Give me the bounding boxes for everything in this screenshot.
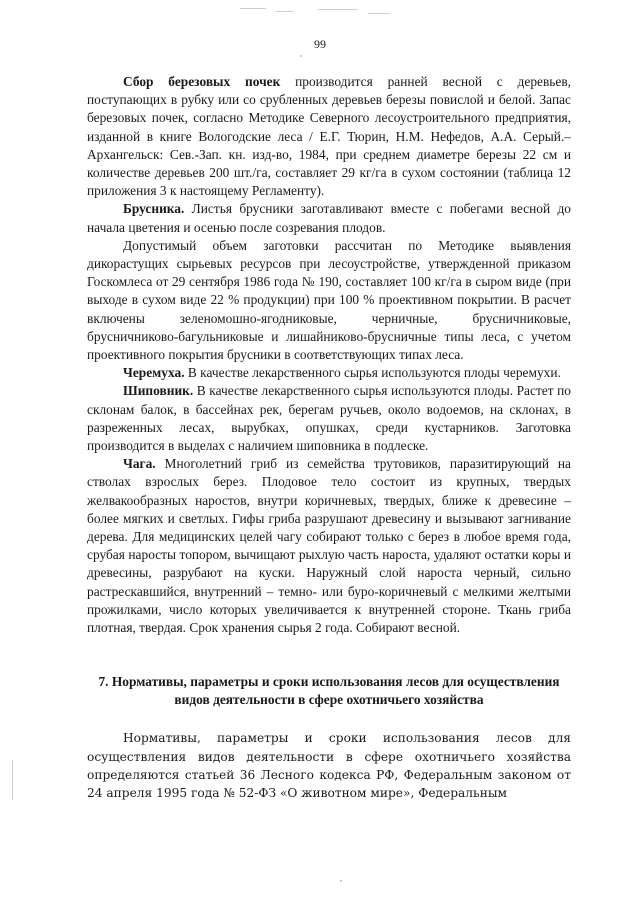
scan-artifact bbox=[240, 8, 266, 9]
paragraph-text: Многолетний гриб из семейства трутовиков, паразитирующий на стволах взрослых берез. Плодовое тело состоит из крупных, твердых желвакообразных наростов, внутри коричневых, твердых, ближе к древесине – более мягких и светлых. Гифы гриба разрушают древесину и вызывают загнивание дерева. Для медицинских целей чагу собирают только с берез в любое время года, срубая наросты топором, вычищают рыхлую часть нароста, удаляют остатки коры и древесины, разрубают на куски. Наружный слой нароста черный, сильно растрескавшийся, внутренний – темно- или буро-коричневый с мелкими желтыми прожилками, число которых увеличивается к внутренней стороне. Ткань гриба плотная, твердая. Срок хранения сырья 2 года. Собирают весной. bbox=[87, 456, 571, 636]
scan-artifact bbox=[368, 13, 390, 14]
page-content bbox=[87, 73, 571, 802]
paragraph-lead: Черемуха. bbox=[123, 365, 185, 381]
paragraph-chaga bbox=[87, 455, 571, 637]
section-heading: 7. Нормативы, параметры и сроки использования лесов для осуществления видов деятельности в сфере охотничьего хозяйства bbox=[98, 674, 560, 708]
paragraph-text: Листья брусники заготавливают вместе с побегами весной до начала цветения и осенью после созревания плодов. bbox=[87, 201, 571, 235]
paragraph-lead: Шиповник. bbox=[123, 383, 194, 399]
page-number: 99 bbox=[314, 37, 326, 51]
paragraph-text: В качестве лекарственного сырья используются плоды. Растет по склонам балок, в бассейнах рек, берегам ручьев, около водоемов, на склонах, в разреженных лесах, вырубках, опушках, среди кустарников. Заготовка производится в выделах с наличием шиповника в подлеске. bbox=[87, 383, 571, 454]
paragraph-text: В качестве лекарственного сырья используются плоды черемухи. bbox=[184, 365, 561, 381]
paragraph-bird-cherry bbox=[87, 364, 571, 382]
scan-artifact bbox=[300, 55, 302, 57]
scan-artifact bbox=[340, 880, 342, 882]
scan-artifact bbox=[12, 760, 13, 800]
paragraph-birch-buds bbox=[87, 73, 571, 200]
paragraph-lead: Чага. bbox=[123, 456, 156, 472]
paragraph-rosehip bbox=[87, 382, 571, 455]
scan-artifact bbox=[276, 11, 294, 12]
paragraph-lingonberry bbox=[87, 200, 571, 236]
paragraph-text: производится ранней весной с деревьев, поступающих в рубку или со срубленных деревьев березы повислой и белой. Запас березовых почек, согласно Методике Северного лесоустроительного предприятия, изданной в книге Вологодские леса / Е.Г. Тюрин, Н.М. Нефедов, А.А. Серый.– Архангельск: Сев.-Зап. кн. изд-во, 1984, при среднем диаметре березы 22 см и количестве деревьев 200 шт./га, составляет 29 кг/га в сухом состоянии (таблица 12 приложения 3 к настоящему Регламенту). bbox=[87, 74, 571, 199]
paragraph-text: Допустимый объем заготовки рассчитан по Методике выявления дикорастущих сырьевых ресурсов при лесоустройстве, утвержденной приказом Госкомлеса от 29 сентября 1986 года № 190, составляет 100 кг/га в сыром виде (при выходе в сухом виде 22 % продукции) при 100 % проективном покрытии. В расчет включены зеленомошно-ягодниковые, черничные, брусничниковые, брусничниково-багульниковые и лишайниково-брусничные типы леса, с учетом проективного покрытия брусники в соответствующих типах леса. bbox=[87, 237, 571, 363]
paragraph-allowed-volume bbox=[87, 237, 571, 364]
paragraph-lead: Брусника. bbox=[123, 201, 185, 217]
paragraph-lead: Сбор березовых почек bbox=[123, 74, 281, 89]
section-body: Нормативы, параметры и сроки использования лесов для осуществления видов деятельности в сфере охотничьего хозяйства определяются статьей 36 Лесного кодекса РФ, Федеральным законом от 24 апреля 1995 года № 52-ФЗ «О животном мире», Федеральным bbox=[87, 731, 571, 800]
scan-artifact bbox=[318, 9, 358, 10]
